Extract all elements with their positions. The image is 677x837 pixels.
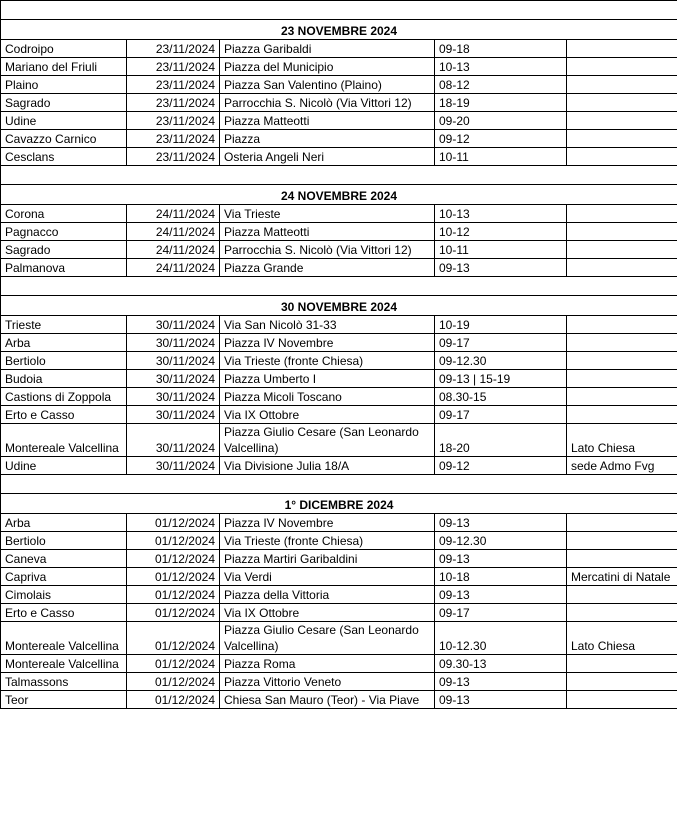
- cell-date[interactable]: 30/11/2024: [127, 388, 220, 406]
- cell-date[interactable]: 01/12/2024: [127, 568, 220, 586]
- cell-date[interactable]: 01/12/2024: [127, 622, 220, 655]
- spacer-cell: [1, 475, 677, 494]
- cell-location[interactable]: Cesclans: [1, 148, 127, 166]
- spacer-row: [1, 1, 677, 20]
- cell-notes[interactable]: [567, 259, 677, 277]
- cell-hours[interactable]: 09-13: [435, 259, 567, 277]
- table-row: [1, 388, 677, 406]
- cell-address[interactable]: Piazza Giulio Cesare (San Leonardo Valcellina): [220, 424, 435, 457]
- cell-notes[interactable]: Lato Chiesa: [567, 622, 677, 655]
- cell-hours[interactable]: 18-20: [435, 424, 567, 457]
- table-row: [1, 334, 677, 352]
- cell-date[interactable]: 01/12/2024: [127, 532, 220, 550]
- table-row: [1, 148, 677, 166]
- cell-location[interactable]: Udine: [1, 457, 127, 475]
- cell-hours[interactable]: 10-11: [435, 148, 567, 166]
- cell-address[interactable]: Piazza Martiri Garibaldini: [220, 550, 435, 568]
- cell-location[interactable]: Sagrado: [1, 241, 127, 259]
- cell-date[interactable]: 30/11/2024: [127, 406, 220, 424]
- cell-address[interactable]: Via Divisione Julia 18/A: [220, 457, 435, 475]
- cell-location[interactable]: Arba: [1, 334, 127, 352]
- table-row: [1, 691, 677, 709]
- section-title-row: [1, 185, 677, 205]
- cell-address[interactable]: Via Trieste (fronte Chiesa): [220, 532, 435, 550]
- cell-address[interactable]: Piazza Grande: [220, 259, 435, 277]
- cell-location[interactable]: Bertiolo: [1, 532, 127, 550]
- cell-notes[interactable]: [567, 550, 677, 568]
- cell-location[interactable]: Cavazzo Carnico: [1, 130, 127, 148]
- cell-notes[interactable]: [567, 532, 677, 550]
- cell-notes[interactable]: [567, 76, 677, 94]
- cell-location[interactable]: Trieste: [1, 316, 127, 334]
- cell-address[interactable]: Piazza del Municipio: [220, 58, 435, 76]
- table-row: [1, 58, 677, 76]
- section-title: 30 NOVEMBRE 2024: [1, 296, 677, 316]
- cell-notes[interactable]: sede Admo Fvg: [567, 457, 677, 475]
- table-row: [1, 40, 677, 58]
- table-row: [1, 76, 677, 94]
- cell-hours[interactable]: 09-18: [435, 40, 567, 58]
- table-row: [1, 424, 677, 457]
- cell-location[interactable]: Montereale Valcellina: [1, 424, 127, 457]
- cell-location[interactable]: Talmassons: [1, 673, 127, 691]
- cell-hours[interactable]: 09-13: [435, 514, 567, 532]
- sheet-body: [1, 1, 677, 709]
- section-title: 1° DICEMBRE 2024: [1, 494, 677, 514]
- section-title: 24 NOVEMBRE 2024: [1, 185, 677, 205]
- cell-hours[interactable]: 10-11: [435, 241, 567, 259]
- cell-hours[interactable]: 09-12: [435, 457, 567, 475]
- cell-date[interactable]: 01/12/2024: [127, 550, 220, 568]
- cell-notes[interactable]: [567, 388, 677, 406]
- cell-hours[interactable]: 09-17: [435, 604, 567, 622]
- cell-date[interactable]: 23/11/2024: [127, 40, 220, 58]
- cell-date[interactable]: 24/11/2024: [127, 205, 220, 223]
- cell-date[interactable]: 23/11/2024: [127, 112, 220, 130]
- table-row: [1, 406, 677, 424]
- cell-notes[interactable]: [567, 604, 677, 622]
- cell-address[interactable]: Piazza della Vittoria: [220, 586, 435, 604]
- cell-location[interactable]: Capriva: [1, 568, 127, 586]
- cell-location[interactable]: Arba: [1, 514, 127, 532]
- cell-location[interactable]: Pagnacco: [1, 223, 127, 241]
- table-row: [1, 550, 677, 568]
- cell-location[interactable]: Erto e Casso: [1, 604, 127, 622]
- cell-date[interactable]: 23/11/2024: [127, 148, 220, 166]
- cell-address[interactable]: Piazza San Valentino (Plaino): [220, 76, 435, 94]
- cell-location[interactable]: Castions di Zoppola: [1, 388, 127, 406]
- cell-hours[interactable]: 09-12: [435, 130, 567, 148]
- cell-notes[interactable]: [567, 352, 677, 370]
- cell-location[interactable]: Codroipo: [1, 40, 127, 58]
- cell-date[interactable]: 01/12/2024: [127, 691, 220, 709]
- cell-date[interactable]: 01/12/2024: [127, 514, 220, 532]
- table-row: [1, 655, 677, 673]
- cell-hours[interactable]: 09-13 | 15-19: [435, 370, 567, 388]
- table-row: [1, 514, 677, 532]
- cell-notes[interactable]: [567, 130, 677, 148]
- cell-notes[interactable]: [567, 673, 677, 691]
- cell-notes[interactable]: [567, 223, 677, 241]
- cell-address[interactable]: Piazza Giulio Cesare (San Leonardo Valcellina): [220, 622, 435, 655]
- cell-address[interactable]: Piazza Matteotti: [220, 112, 435, 130]
- cell-notes[interactable]: [567, 334, 677, 352]
- cell-location[interactable]: Montereale Valcellina: [1, 622, 127, 655]
- table-row: [1, 352, 677, 370]
- table-row: [1, 130, 677, 148]
- cell-notes[interactable]: [567, 94, 677, 112]
- cell-date[interactable]: 23/11/2024: [127, 76, 220, 94]
- spacer-row: [1, 475, 677, 494]
- cell-notes[interactable]: [567, 406, 677, 424]
- cell-hours[interactable]: 10-18: [435, 568, 567, 586]
- cell-hours[interactable]: 09-13: [435, 550, 567, 568]
- cell-hours[interactable]: 09-12.30: [435, 532, 567, 550]
- table-row: [1, 241, 677, 259]
- table-row: [1, 94, 677, 112]
- cell-date[interactable]: 01/12/2024: [127, 586, 220, 604]
- cell-date[interactable]: 24/11/2024: [127, 259, 220, 277]
- cell-location[interactable]: Mariano del Friuli: [1, 58, 127, 76]
- spacer-cell: [1, 1, 677, 20]
- table-row: [1, 586, 677, 604]
- cell-date[interactable]: 24/11/2024: [127, 223, 220, 241]
- cell-address[interactable]: Via IX Ottobre: [220, 604, 435, 622]
- cell-location[interactable]: Bertiolo: [1, 352, 127, 370]
- cell-date[interactable]: 23/11/2024: [127, 58, 220, 76]
- cell-notes[interactable]: [567, 241, 677, 259]
- cell-notes[interactable]: [567, 40, 677, 58]
- cell-notes[interactable]: [567, 655, 677, 673]
- cell-location[interactable]: Palmanova: [1, 259, 127, 277]
- cell-hours[interactable]: 18-19: [435, 94, 567, 112]
- cell-hours[interactable]: 09.30-13: [435, 655, 567, 673]
- table-row: [1, 622, 677, 655]
- cell-notes[interactable]: [567, 316, 677, 334]
- cell-address[interactable]: Piazza Vittorio Veneto: [220, 673, 435, 691]
- section-title: 23 NOVEMBRE 2024: [1, 20, 677, 40]
- cell-date[interactable]: 30/11/2024: [127, 316, 220, 334]
- cell-address[interactable]: Piazza IV Novembre: [220, 514, 435, 532]
- cell-hours[interactable]: 09-20: [435, 112, 567, 130]
- cell-location[interactable]: Montereale Valcellina: [1, 655, 127, 673]
- cell-address[interactable]: Piazza Roma: [220, 655, 435, 673]
- cell-notes[interactable]: Mercatini di Natale: [567, 568, 677, 586]
- cell-location[interactable]: Teor: [1, 691, 127, 709]
- cell-date[interactable]: 24/11/2024: [127, 241, 220, 259]
- cell-location[interactable]: Udine: [1, 112, 127, 130]
- cell-hours[interactable]: 10-12.30: [435, 622, 567, 655]
- cell-hours[interactable]: 10-13: [435, 205, 567, 223]
- table-row: [1, 568, 677, 586]
- cell-notes[interactable]: [567, 205, 677, 223]
- cell-address[interactable]: Via Trieste (fronte Chiesa): [220, 352, 435, 370]
- cell-location[interactable]: Cimolais: [1, 586, 127, 604]
- cell-date[interactable]: 30/11/2024: [127, 370, 220, 388]
- table-row: [1, 259, 677, 277]
- cell-hours[interactable]: 08.30-15: [435, 388, 567, 406]
- cell-notes[interactable]: [567, 370, 677, 388]
- cell-hours[interactable]: 10-12: [435, 223, 567, 241]
- table-row: [1, 532, 677, 550]
- cell-hours[interactable]: 09-17: [435, 406, 567, 424]
- cell-address[interactable]: Osteria Angeli Neri: [220, 148, 435, 166]
- table-row: [1, 205, 677, 223]
- cell-address[interactable]: Via Trieste: [220, 205, 435, 223]
- cell-location[interactable]: Budoia: [1, 370, 127, 388]
- cell-date[interactable]: 01/12/2024: [127, 655, 220, 673]
- cell-location[interactable]: Corona: [1, 205, 127, 223]
- table-row: [1, 112, 677, 130]
- section-title-row: [1, 494, 677, 514]
- cell-notes[interactable]: [567, 586, 677, 604]
- table-row: [1, 604, 677, 622]
- cell-hours[interactable]: 08-12: [435, 76, 567, 94]
- spacer-cell: [1, 166, 677, 185]
- cell-hours[interactable]: 10-13: [435, 58, 567, 76]
- section-title-row: [1, 20, 677, 40]
- section-title-row: [1, 296, 677, 316]
- cell-address[interactable]: Parrocchia S. Nicolò (Via Vittori 12): [220, 94, 435, 112]
- cell-hours[interactable]: 09-17: [435, 334, 567, 352]
- cell-notes[interactable]: Lato Chiesa: [567, 424, 677, 457]
- spacer-cell: [1, 277, 677, 296]
- spacer-row: [1, 166, 677, 185]
- cell-date[interactable]: 30/11/2024: [127, 424, 220, 457]
- cell-date[interactable]: 01/12/2024: [127, 673, 220, 691]
- table-row: [1, 673, 677, 691]
- cell-hours[interactable]: 09-13: [435, 586, 567, 604]
- cell-notes[interactable]: [567, 58, 677, 76]
- cell-address[interactable]: Via San Nicolò 31-33: [220, 316, 435, 334]
- spacer-row: [1, 277, 677, 296]
- cell-notes[interactable]: [567, 112, 677, 130]
- cell-location[interactable]: Sagrado: [1, 94, 127, 112]
- cell-address[interactable]: Via Verdi: [220, 568, 435, 586]
- table-row: [1, 316, 677, 334]
- cell-location[interactable]: Plaino: [1, 76, 127, 94]
- cell-hours[interactable]: 09-13: [435, 691, 567, 709]
- cell-notes[interactable]: [567, 691, 677, 709]
- cell-hours[interactable]: 09-12.30: [435, 352, 567, 370]
- cell-address[interactable]: Piazza Matteotti: [220, 223, 435, 241]
- cell-address[interactable]: Piazza Umberto I: [220, 370, 435, 388]
- cell-date[interactable]: 30/11/2024: [127, 457, 220, 475]
- cell-date[interactable]: 23/11/2024: [127, 94, 220, 112]
- table-row: [1, 457, 677, 475]
- cell-date[interactable]: 23/11/2024: [127, 130, 220, 148]
- cell-address[interactable]: Parrocchia S. Nicolò (Via Vittori 12): [220, 241, 435, 259]
- table-row: [1, 223, 677, 241]
- table-row: [1, 370, 677, 388]
- cell-date[interactable]: 30/11/2024: [127, 352, 220, 370]
- cell-hours[interactable]: 10-19: [435, 316, 567, 334]
- cell-location[interactable]: Erto e Casso: [1, 406, 127, 424]
- cell-address[interactable]: Piazza: [220, 130, 435, 148]
- cell-notes[interactable]: [567, 514, 677, 532]
- cell-address[interactable]: Chiesa San Mauro (Teor) - Via Piave: [220, 691, 435, 709]
- cell-address[interactable]: Via IX Ottobre: [220, 406, 435, 424]
- cell-address[interactable]: Piazza Micoli Toscano: [220, 388, 435, 406]
- cell-notes[interactable]: [567, 148, 677, 166]
- cell-address[interactable]: Piazza Garibaldi: [220, 40, 435, 58]
- cell-hours[interactable]: 09-13: [435, 673, 567, 691]
- cell-date[interactable]: 01/12/2024: [127, 604, 220, 622]
- cell-date[interactable]: 30/11/2024: [127, 334, 220, 352]
- cell-address[interactable]: Piazza IV Novembre: [220, 334, 435, 352]
- cell-location[interactable]: Caneva: [1, 550, 127, 568]
